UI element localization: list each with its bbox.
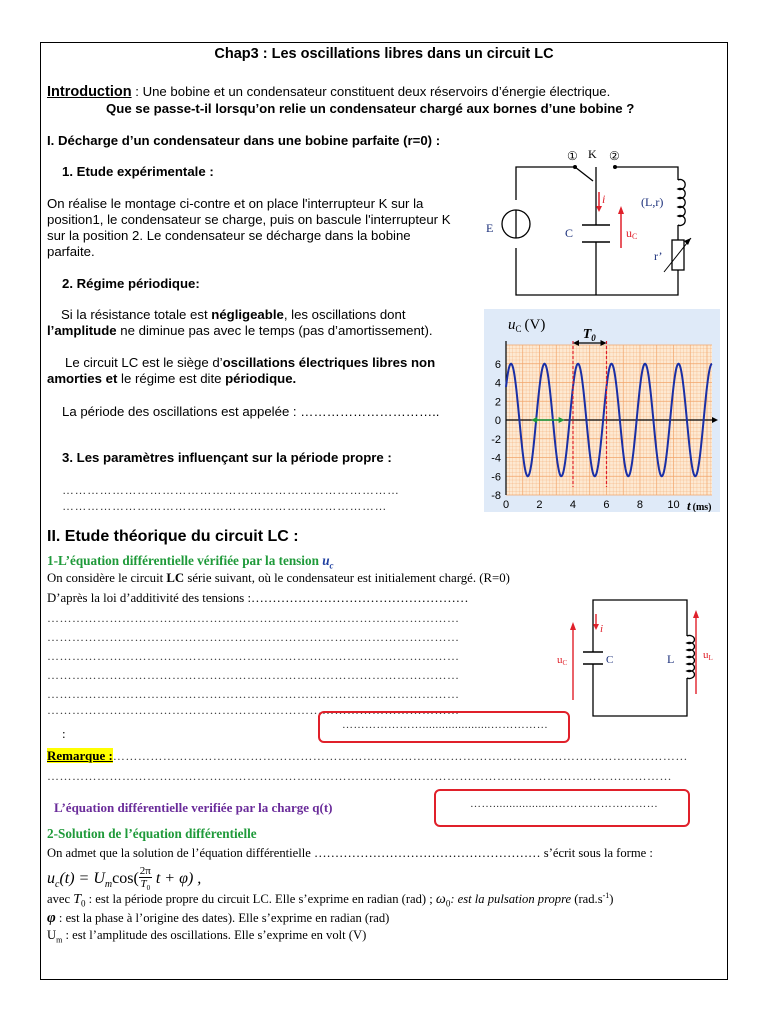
oscillation-chart [484, 309, 720, 512]
section1-sub2: 2. Régime périodique: [62, 276, 200, 291]
s1-title-text: 1-L’équation différentielle vérifiée par la tension [47, 553, 323, 568]
e-label: E [486, 221, 494, 235]
x-tick-label: 0 [502, 499, 510, 511]
ul2-label: uL [703, 649, 713, 662]
section2-heading: II. Etude théorique du circuit LC : [47, 528, 299, 545]
y-tick-label: -8 [491, 490, 501, 502]
section1-heading: I. Décharge d’un condensateur dans une bobine parfaite (r=0) : [47, 133, 441, 148]
dotline-2: ……………………………………………………………………………………… [47, 630, 460, 644]
section1-sub1: 1. Etude expérimentale : [62, 164, 214, 179]
solution-equation: $u_c(t) = U_m\cos$( $\frac{2\pi}{T_0}$ t + φ) , [47, 864, 202, 892]
lr-label: (L,r) [641, 195, 664, 209]
p2-a: Si la résistance totale est [61, 307, 212, 322]
y-tick-label: 0 [494, 415, 501, 427]
rp-label: r’ [654, 249, 663, 263]
remarque-line [47, 748, 688, 764]
i-label: i [602, 192, 606, 206]
intro-question: Que se passe-t-il lorsqu’on relie un condensateur chargé aux bornes d’une bobine ? [106, 101, 635, 116]
avec-line: avec $T_0$ : est la période propre du circuit LC. Elle s’exprime en radian (rad) ; $\omega_0$: est la pulsation propre $(rad.s^{-1})$ [47, 891, 614, 909]
x-tick-label: 6 [603, 499, 610, 511]
section1-dots2: …………………………………………………………………… [62, 499, 387, 513]
c-label: C [565, 226, 574, 240]
s1-title-var-sub: c [329, 560, 334, 571]
charge-title: L’équation différentielle verifiée par la charge q(t) [54, 800, 333, 815]
period-label: $T_0$ [582, 327, 596, 343]
y-tick-label: 6 [494, 358, 501, 371]
uc-label: uC [626, 226, 638, 241]
switch-label: K [588, 147, 597, 161]
circuit-diagram-2 [555, 594, 725, 724]
p2-e: ne diminue pas avec le temps (pas d’amortissement). [116, 323, 433, 338]
s1-title [47, 553, 334, 571]
s1-l1-c: série suivant, où le condensateur est initialement chargé. (R=0) [184, 571, 510, 585]
p3-b: oscillations électriques libres non amorties et [47, 355, 436, 386]
pos1-label: ① [567, 149, 578, 163]
chart-xlabel: t (ms) [687, 498, 712, 512]
l2-label: L [667, 652, 675, 666]
p2-d: l’amplitude [47, 323, 117, 338]
y-tick-label: -6 [491, 471, 501, 484]
c2-label: C [606, 654, 614, 666]
remarque-dots1: ………………………………………………………………………………………………………………………… [112, 749, 688, 763]
x-tick-label: 8 [636, 499, 644, 511]
page-title: Chap3 : Les oscillations libres dans un circuit LC [214, 46, 554, 62]
y-tick-label: 2 [494, 396, 501, 409]
intro-label: Introduction [47, 84, 132, 100]
s1-title-var: u [322, 553, 330, 568]
y-tick-label: -4 [491, 452, 501, 465]
section1-sub3: 3. Les paramètres influençant sur la période propre : [62, 450, 392, 465]
answer-box-2-dots: ……...................……………………… [470, 798, 659, 810]
p3-d: périodique. [225, 371, 297, 386]
section1-dots1: ……………………………………………………………………… [62, 483, 400, 497]
s1-line1 [47, 571, 510, 586]
dotline-4: ……………………………………………………………………………………… [47, 668, 460, 682]
x-tick-label: 10 [667, 499, 680, 511]
dotline-3: ……………………………………………………………………………………… [47, 649, 460, 663]
s1-l1-b: LC [166, 571, 185, 585]
remarque-label: Remarque : [47, 748, 113, 763]
circuit-diagram-1 [478, 140, 708, 300]
p3-a: Le circuit LC est le siège d’ [65, 355, 223, 370]
y-tick-label: 4 [494, 377, 501, 390]
intro-text: : Une bobine et un condensateur constituent deux réservoirs d’énergie électrique. [131, 84, 611, 99]
remarque-dots2: …………………………………………………………………………………………………………………………………… [47, 769, 672, 783]
phi-line: φ : est la phase à l’origine des dates). Elle s’exprime en radian (rad) [47, 910, 390, 926]
s2-line1: On admet que la solution de l’équation différentielle ……………………………………………… s’écrit sous la forme : [47, 846, 653, 860]
section1-p1: On réalise le montage ci-contre et on place l'interrupteur K sur la position1, le condensateur se charge, puis on bascule l'interrupteur K sur la position 2. Le condensateur se décharge dans la bobine parfaite. [47, 196, 451, 259]
s1-l1-a: On considère le circuit [47, 571, 167, 585]
fraction: $\frac{2\pi}{T_0}$ [139, 864, 151, 892]
dotline-1: ……………………………………………………………………………………… [47, 611, 460, 625]
coil-symbol [678, 180, 685, 226]
i2-label: i [600, 623, 604, 635]
intro-line [47, 84, 610, 100]
dotline-6: ……………………………………………………………………………………… [47, 703, 460, 717]
coil2-symbol [687, 636, 694, 679]
answer-box-1-dots: ………………….....................…………… [342, 719, 549, 731]
uc2-label: uC [557, 654, 568, 667]
p2-b: négligeable [211, 307, 284, 322]
chart-ylabel: $u_C$ (V) [508, 317, 546, 334]
section1-p4: La période des oscillations est appelée : ………………………….. [62, 404, 440, 419]
s2-title: 2-Solution de l’équation différentielle [47, 826, 257, 841]
colon-mark: : [62, 726, 66, 741]
p3-c: le régime est dite [117, 371, 226, 386]
section1-p2 [47, 307, 477, 339]
dotline-5: ……………………………………………………………………………………… [47, 687, 460, 701]
s1-line2: D’après la loi d’additivité des tensions :…………………………………………… [47, 591, 469, 605]
x-tick-label: 4 [569, 499, 577, 511]
pos2-label: ② [609, 149, 620, 163]
um-line: $U_m$ : est l’amplitude des oscillations. Elle s’exprime en volt (V) [47, 928, 367, 945]
y-tick-label: -2 [491, 433, 501, 446]
section1-p3 [47, 355, 477, 387]
p2-c: , les oscillations dont [283, 307, 406, 322]
x-tick-label: 2 [536, 499, 543, 511]
